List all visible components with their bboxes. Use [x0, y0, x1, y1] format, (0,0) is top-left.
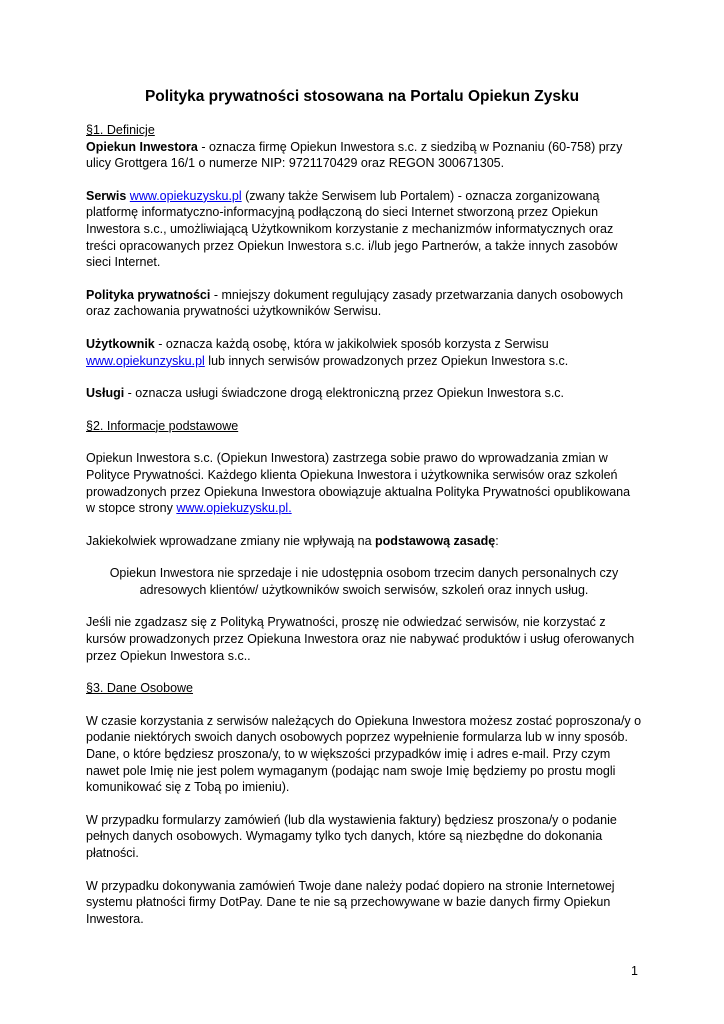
- uzytkownik-link[interactable]: www.opiekunzysku.pl: [86, 353, 205, 368]
- section-3-heading: §3. Dane Osobowe: [86, 681, 194, 696]
- section-2-paragraph-4: Jeśli nie zgadzasz się z Polityką Prywatności, proszę nie odwiedzać serwisów, nie korzystać z kursów prowadzonych przez Opiekuna Inwestora oraz nie nabywać produktów i usług oferowanych przez Opiekun Inwestora s.c..: [86, 615, 635, 663]
- footer-link[interactable]: www.opiekuzysku.pl: [176, 501, 289, 516]
- definition-term: Opiekun Inwestora: [86, 139, 198, 154]
- section-2-paragraph-2: Jakiekolwiek wprowadzane zmiany nie wpływają na podstawową zasadę:: [86, 533, 499, 548]
- definition-term: Usługi: [86, 386, 125, 401]
- definition-term: Serwis: [86, 188, 127, 203]
- page-number: 1: [631, 964, 638, 978]
- section-2-principle: Opiekun Inwestora nie sprzedaje i nie udostępnia osobom trzecim danych personalnych czy adresowych klientów/ użytkowników swoich serwisów, szkoleń oraz innych usług.: [109, 566, 619, 597]
- page-title: Polityka prywatności stosowana na Portalu Opiekun Zysku: [144, 88, 580, 105]
- definition-polityka: Polityka prywatności - mniejszy dokument regulujący zasady przetwarzania danych osobowych oraz zachowania prywatności użytkowników Serwisu.: [86, 287, 624, 319]
- definition-term: Użytkownik: [86, 336, 155, 351]
- section-3-paragraph-3: W przypadku dokonywania zamówień Twoje dane należy podać dopiero na stronie Internetowej systemu płatności firmy DotPay. Dane te nie są przechowywane w bazie danych firmy Opiekun Inwestora.: [86, 878, 615, 926]
- document-body: [86, 122, 642, 927]
- section-1-heading: §1. Definicje: [86, 123, 155, 137]
- footer-link-dot[interactable]: .: [288, 501, 292, 516]
- serwis-link[interactable]: www.opiekuzysku.pl: [129, 188, 242, 203]
- definition-uzytkownik: Użytkownik - oznacza każdą osobę, która w jakikolwiek sposób korzysta z Serwisu www.opiekunzysku.pl lub innych serwisów prowadzonych przez Opiekun Inwestora s.c.: [86, 336, 569, 368]
- definition-serwis: Serwis www.opiekuzysku.pl (zwany także Serwisem lub Portalem) - oznacza zorganizowaną platformę informatyczno-informacyjną podłączoną do sieci Internet stworzoną przez Opiekun Inwestora s.c., umożliwiającą Użytkownikom korzystanie z mechanizmów informatycznych oraz treści opracowanych przez Opiekun Inwestora s.c. i/lub jego Partnerów, a także innych zasobów sieci Internet.: [86, 188, 618, 270]
- definition-uslugi: Usługi - oznacza usługi świadczone drogą elektroniczną przez Opiekun Inwestora s.c.: [86, 386, 565, 401]
- section-3-paragraph-2: W przypadku formularzy zamówień (lub dla wystawienia faktury) będziesz proszona/y o podanie pełnych danych osobowych. Wymagamy tylko tych danych, które są niezbędne do dokonania płatności.: [86, 812, 617, 860]
- definition-term: Polityka prywatności: [86, 287, 211, 302]
- definition-opiekun-inwestora: Opiekun Inwestora - oznacza firmę Opiekun Inwestora s.c. z siedzibą w Poznaniu (60-758) przy ulicy Grottgera 16/1 o numerze NIP: 9721170429 oraz REGON 300671305.: [86, 139, 623, 171]
- section-2-heading: §2. Informacje podstawowe: [86, 418, 239, 433]
- section-2-paragraph-1: Opiekun Inwestora s.c. (Opiekun Inwestora) zastrzega sobie prawo do wprowadzania zmian w Polityce Prywatności. Każdego klienta Opiekuna Inwestora i użytkownika serwisów oraz szkoleń prowadzonych przez Opiekuna Inwestora obowiązuje aktualna Polityka Prywatności opublikowana w stopce strony www.opiekuzysku.pl.: [86, 451, 631, 516]
- section-3-paragraph-1: W czasie korzystania z serwisów należących do Opiekuna Inwestora możesz zostać poproszona/y o podanie niektórych swoich danych osobowych poprzez wypełnienie formularza lub w inny sposób. Dane, o które będziesz proszona/y, to w większości przypadków imię i adres e-mail. Przy czym nawet pole Imię nie jest polem wymaganym (podając nam swoje Imię będziemy po prostu mogli komunikować się z Tobą po imieniu).: [86, 713, 642, 795]
